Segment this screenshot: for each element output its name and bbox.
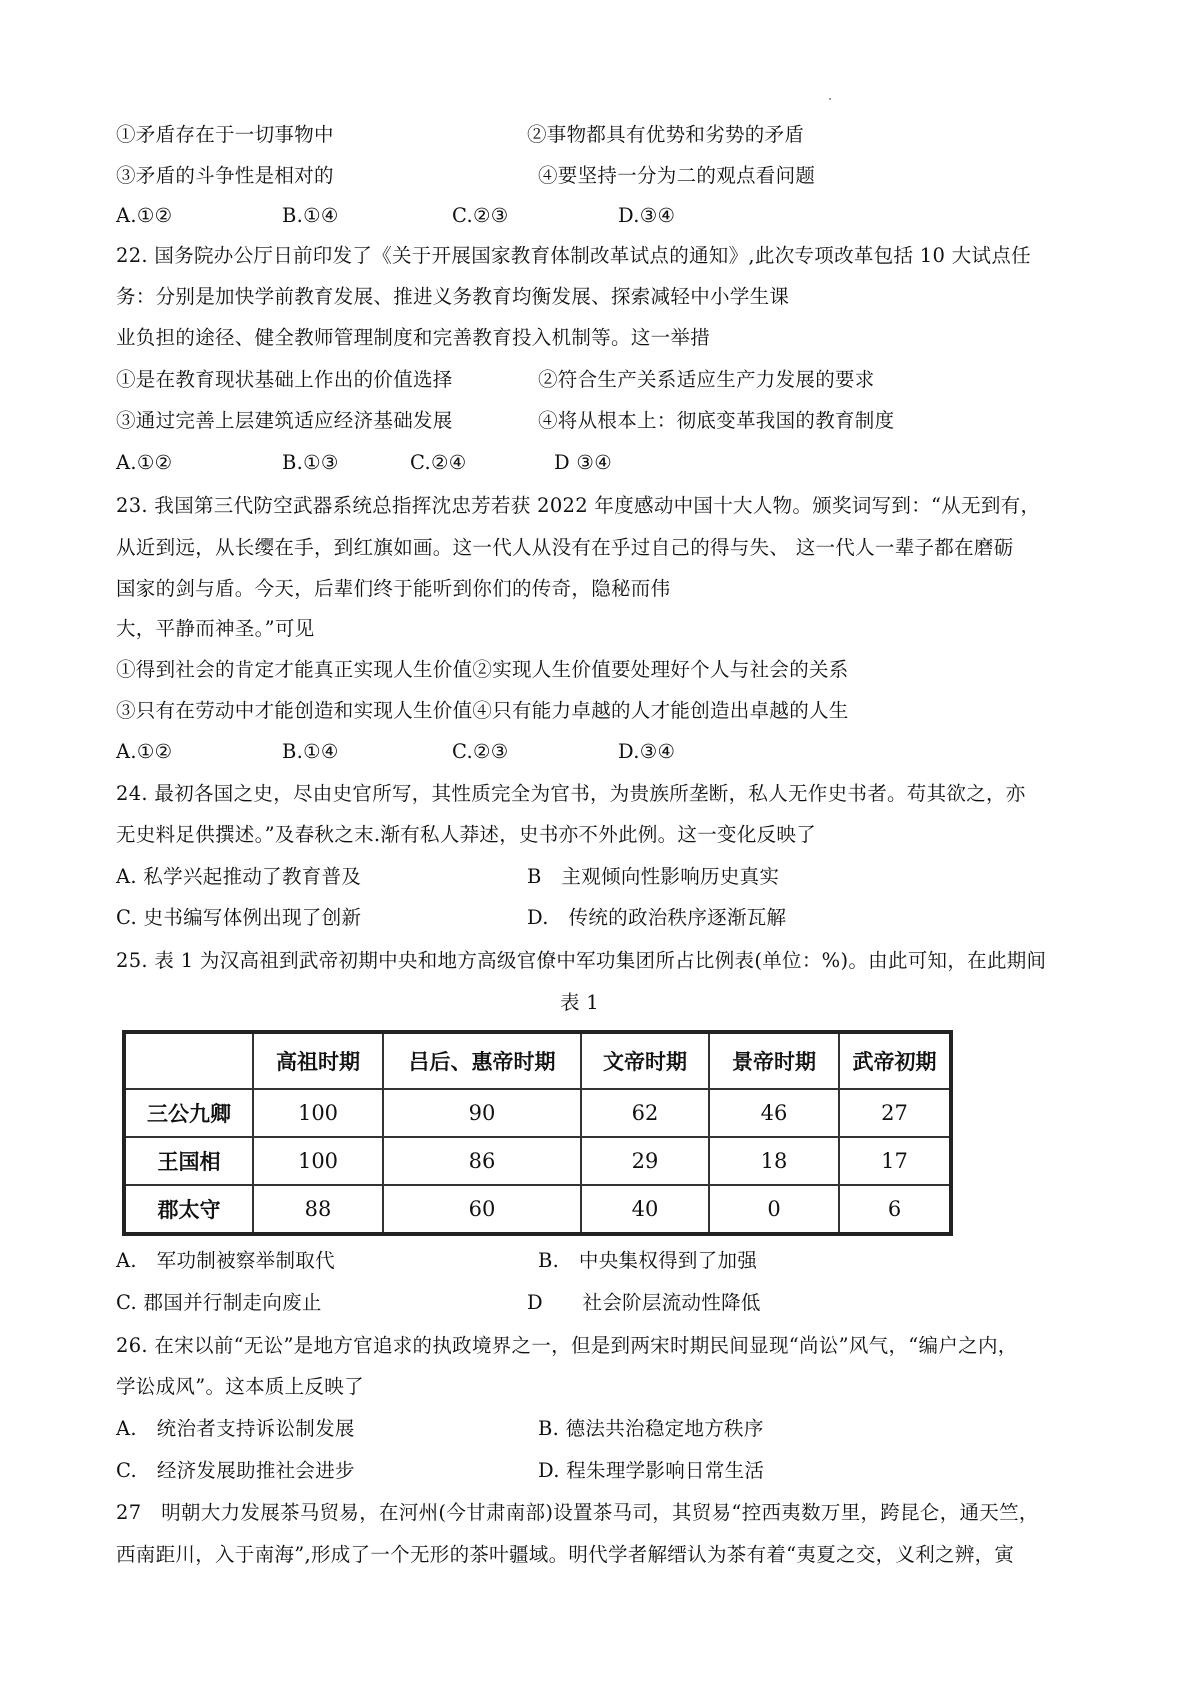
table-row-header: 王国相 (124, 1137, 253, 1185)
table-caption: 表 1 (560, 991, 600, 1014)
q22-choice-a: A.①② (116, 451, 173, 474)
table-cell: 40 (581, 1185, 709, 1234)
table-cell: 88 (253, 1185, 383, 1234)
table-cell: 6 (839, 1185, 951, 1234)
table-row-header: 郡太守 (124, 1185, 253, 1234)
q24-option-c: C. 史书编写体例出现了创新 (116, 906, 362, 929)
q22-stem-line-2: 务：分别是加快学前教育发展、推进义务教育均衡发展、探索减轻中小学生课 (116, 285, 790, 308)
table-cell: 0 (709, 1185, 839, 1234)
q24-option-b: B 主观倾向性影响历史真实 (527, 865, 780, 888)
q22-option-3: ③通过完善上层建筑适应经济基础发展 (116, 409, 453, 432)
q27-stem-line-2: 西南距川，入于南海”,形成了一个无形的茶叶疆域。明代学者解缙认为茶有着“夷夏之交，义利之辨，寅 (116, 1543, 1015, 1566)
q21-choice-d: D.③④ (618, 204, 676, 227)
q25-option-a: A. 军功制被察举制取代 (116, 1249, 335, 1272)
table-row-header: 三公九卿 (124, 1089, 253, 1137)
table-header-cell: 武帝初期 (839, 1032, 951, 1089)
q23-stem-line-2: 从近到远，从长缨在手，到红旗如画。这一代人从没有在乎过自己的得与失、 这一代人一辈子都在磨砺 (116, 536, 1014, 559)
table-cell: 100 (253, 1137, 383, 1185)
table-row (124, 1185, 951, 1234)
q23-choice-b: B.①④ (282, 740, 339, 763)
q27-stem-line-1: 27 明朝大力发展茶马贸易，在河州(今甘肃南部)设置茶马司，其贸易“控西夷数万里，跨昆仑，通天竺， (116, 1501, 1039, 1524)
q21-choice-b: B.①④ (282, 204, 339, 227)
q24-option-a: A. 私学兴起推动了教育普及 (116, 865, 362, 888)
table-cell: 62 (581, 1089, 709, 1137)
table-cell: 100 (253, 1089, 383, 1137)
table-cell: 29 (581, 1137, 709, 1185)
table-header-cell: 景帝时期 (709, 1032, 839, 1089)
q23-choice-d: D.③④ (618, 740, 676, 763)
table-cell: 27 (839, 1089, 951, 1137)
q21-option-2: ②事物都具有优势和劣势的矛盾 (527, 123, 805, 146)
q22-choice-d: D ③④ (554, 451, 612, 474)
q22-stem-line-1: 22. 国务院办公厅日前印发了《关于开展国家教育体制改革试点的通知》,此次专项改革包括 10 大试点任 (116, 244, 1031, 267)
table-header-cell (124, 1032, 253, 1089)
q24-option-d: D. 传统的政治秩序逐渐瓦解 (527, 906, 787, 929)
table-header-cell: 吕后、惠帝时期 (383, 1032, 581, 1089)
q21-option-3: ③矛盾的斗争性是相对的 (116, 164, 334, 187)
q22-choice-b: B.①③ (282, 451, 339, 474)
q25-stem-line-1: 25. 表 1 为汉高祖到武帝初期中央和地方高级官僚中军功集团所占比例表(单位：%)。由此可知，在此期间 (116, 949, 1047, 972)
q24-stem-line-1: 24. 最初各国之史，尽由史官所写，其性质完全为官书，为贵族所垄断，私人无作史书者。苟其欲之，亦 (116, 782, 1026, 805)
q23-choice-c: C.②③ (452, 740, 509, 763)
q21-choice-c: C.②③ (452, 204, 509, 227)
q23-options-3-4: ③只有在劳动中才能创造和实现人生价值④只有能力卓越的人才能创造出卓越的人生 (116, 699, 849, 722)
q21-option-1: ①矛盾存在于一切事物中 (116, 123, 334, 146)
q26-option-a: A. 统治者支持诉讼制发展 (116, 1417, 355, 1440)
table-cell: 18 (709, 1137, 839, 1185)
scan-speck (829, 98, 831, 100)
table-cell: 17 (839, 1137, 951, 1185)
table-row (124, 1089, 951, 1137)
q21-choice-a: A.①② (116, 204, 173, 227)
q22-choice-c: C.②④ (410, 451, 467, 474)
q26-stem-line-2: 学讼成风”。这本质上反映了 (116, 1375, 364, 1398)
q21-option-4: ④要坚持一分为二的观点看问题 (538, 164, 816, 187)
q23-options-1-2: ①得到社会的肯定才能真正实现人生价值②实现人生价值要处理好个人与社会的关系 (116, 658, 849, 681)
q26-option-d: D. 程朱理学影响日常生活 (538, 1459, 765, 1482)
table-header-cell: 高祖时期 (253, 1032, 383, 1089)
q23-stem-line-4: 大，平静而神圣。”可见 (116, 617, 315, 640)
table-cell: 60 (383, 1185, 581, 1234)
q26-option-b: B. 德法共治稳定地方秩序 (538, 1417, 764, 1440)
q26-option-c: C. 经济发展助推社会进步 (116, 1459, 355, 1482)
q25-option-b: B. 中央集权得到了加强 (538, 1249, 758, 1272)
q26-stem-line-1: 26. 在宋以前“无讼”是地方官追求的执政境界之一，但是到两宋时期民间显现“尚讼”风气，“编户之内， (116, 1334, 1018, 1357)
q25-option-c: C. 郡国并行制走向废止 (116, 1291, 322, 1314)
q24-stem-line-2: 无史料足供撰述。”及春秋之末.渐有私人莽述，史书亦不外此例。这一变化反映了 (116, 823, 817, 846)
q23-stem-line-3: 国家的剑与盾。今天，后辈们终于能听到你们的传奇，隐秘而伟 (116, 577, 671, 600)
q25-option-d: D 社会阶层流动性降低 (527, 1291, 761, 1314)
table-header-cell: 文帝时期 (581, 1032, 709, 1089)
q23-stem-line-1: 23. 我国第三代防空武器系统总指挥沈忠芳若获 2022 年度感动中国十大人物。颁奖词写到：“从无到有， (116, 494, 1041, 517)
q22-stem-line-3: 业负担的途径、健全教师管理制度和完善教育投入机制等。这一举措 (116, 326, 711, 349)
q23-choice-a: A.①② (116, 740, 173, 763)
table-cell: 90 (383, 1089, 581, 1137)
data-table (122, 1030, 953, 1236)
table-row (124, 1137, 951, 1185)
table-header-row (124, 1032, 951, 1089)
q22-option-1: ①是在教育现状基础上作出的价值选择 (116, 368, 453, 391)
table-cell: 86 (383, 1137, 581, 1185)
table-cell: 46 (709, 1089, 839, 1137)
q22-option-4: ④将从根本上：彻底变革我国的教育制度 (538, 409, 895, 432)
q22-option-2: ②符合生产关系适应生产力发展的要求 (538, 368, 875, 391)
